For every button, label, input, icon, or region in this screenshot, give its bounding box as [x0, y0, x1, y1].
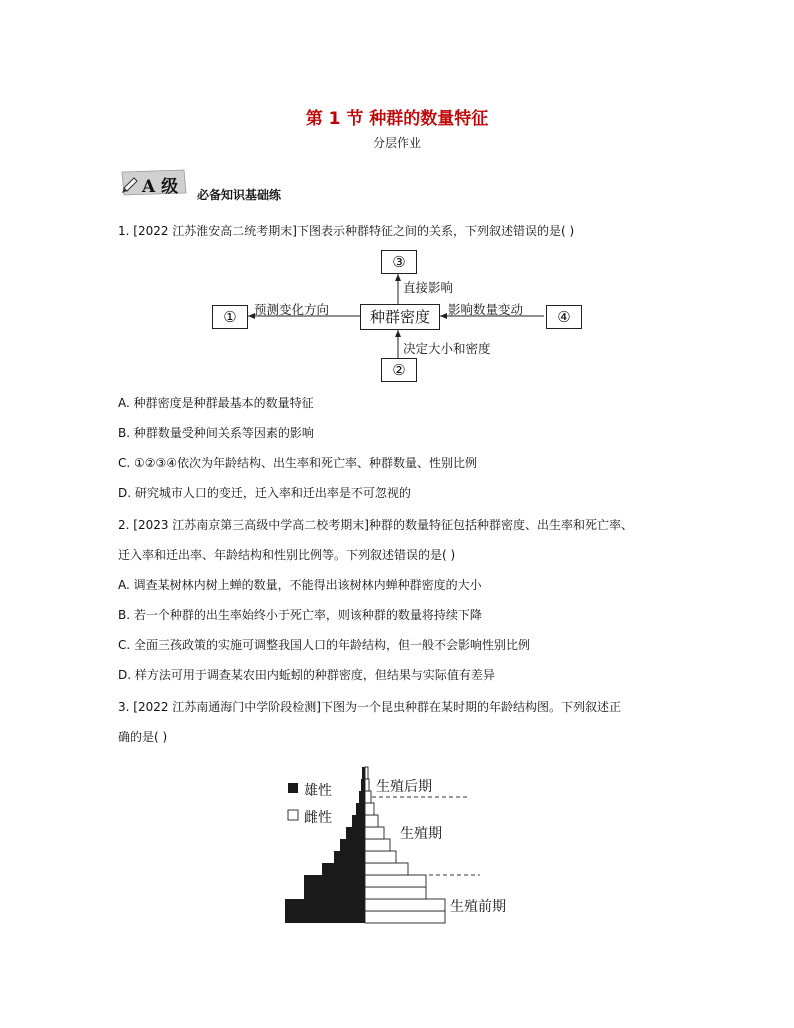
legend-male-label: 雄性 [304, 783, 332, 799]
male-bar-12 [361, 779, 365, 791]
male-bar-11 [359, 791, 365, 803]
level-label: 必备知识基础练 [197, 188, 282, 202]
label-pre-reproductive: 生殖前期 [450, 899, 506, 915]
level-badge-text: A 级 [142, 177, 179, 197]
female-bar-8 [365, 827, 384, 839]
female-bar-10 [365, 803, 374, 815]
legend-female-swatch [288, 810, 298, 820]
diagram-box-4: ④ [546, 305, 582, 329]
female-bar-9 [365, 815, 378, 827]
page-subtitle: 分层作业 [372, 136, 421, 150]
q1-option-d: D. 研究城市人口的变迁，迁入率和迁出率是不可忽视的 [118, 486, 411, 500]
male-bar-6 [334, 851, 365, 863]
female-bar-13 [365, 767, 368, 779]
diagram-label-predict: 预测变化方向 [254, 302, 330, 317]
q1-option-a: A. 种群密度是种群最基本的数量特征 [118, 396, 314, 410]
male-bar-7 [340, 839, 365, 851]
question-1-diagram [210, 248, 590, 388]
question-2-stem-line1: 2. [2023 江苏南京第三高级中学高二校考期末]种群的数量特征包括种群密度、出生率和死亡率、 [118, 518, 633, 532]
page-title: 第 1 节 种群的数量特征 [305, 109, 489, 129]
female-bar-2 [365, 899, 445, 911]
female-bar-3 [365, 887, 426, 899]
male-bar-8 [346, 827, 365, 839]
q1-option-c: C. ①②③④依次为年龄结构、出生率和死亡率、种群数量、性别比例 [118, 456, 478, 470]
female-bar-1 [365, 911, 445, 923]
diagram-label-determine: 决定大小和密度 [403, 341, 491, 356]
diagram-box-center: 种群密度 [360, 304, 440, 330]
male-bar-5 [322, 863, 365, 875]
label-reproductive: 生殖期 [400, 826, 442, 842]
female-bar-11 [365, 791, 371, 803]
diagram-label-affect-change: 影响数量变动 [448, 302, 524, 317]
q2-option-b: B. 若一个种群的出生率始终小于死亡率，则该种群的数量将持续下降 [118, 608, 482, 622]
female-bar-4 [365, 875, 426, 887]
question-2-stem-line2: 迁入率和迁出率、年龄结构和性别比例等。下列叙述错误的是( ) [118, 548, 456, 562]
question-1-stem: 1. [2022 江苏淮安高二统考期末]下图表示种群特征之间的关系，下列叙述错误的是( ) [118, 224, 575, 238]
male-bar-13 [362, 767, 365, 779]
male-bar-9 [352, 815, 365, 827]
male-bar-2 [285, 899, 365, 911]
diagram-box-3: ③ [381, 250, 417, 274]
diagram-box-2: ② [381, 358, 417, 382]
q2-option-c: C. 全面三孩政策的实施可调整我国人口的年龄结构，但一般不会影响性别比例 [118, 638, 531, 652]
label-post-reproductive: 生殖后期 [376, 779, 432, 795]
male-bar-1 [285, 911, 365, 923]
diagram-label-direct: 直接影响 [403, 280, 454, 295]
legend-female-label: 雌性 [304, 810, 332, 826]
question-3-stem-line1: 3. [2022 江苏南通海门中学阶段检测]下图为一个昆虫种群在某时期的年龄结构图。下列叙述正 [118, 700, 621, 714]
level-badge [118, 166, 188, 198]
legend-male-swatch [288, 783, 298, 793]
female-bar-7 [365, 839, 390, 851]
question-3-stem-line2: 确的是( ) [118, 730, 168, 744]
male-bar-10 [356, 803, 365, 815]
male-bar-3 [304, 887, 365, 899]
q2-option-a: A. 调查某树林内树上蝉的数量，不能得出该树林内蝉种群密度的大小 [118, 578, 482, 592]
q2-option-d: D. 样方法可用于调查某农田内蚯蚓的种群密度，但结果与实际值有差异 [118, 668, 495, 682]
age-pyramid-figure [280, 756, 540, 932]
female-bar-6 [365, 851, 396, 863]
q1-option-b: B. 种群数量受种间关系等因素的影响 [118, 426, 314, 440]
diagram-box-1: ① [212, 305, 248, 329]
female-bar-5 [365, 863, 408, 875]
male-bar-4 [304, 875, 365, 887]
female-bar-12 [365, 779, 369, 791]
